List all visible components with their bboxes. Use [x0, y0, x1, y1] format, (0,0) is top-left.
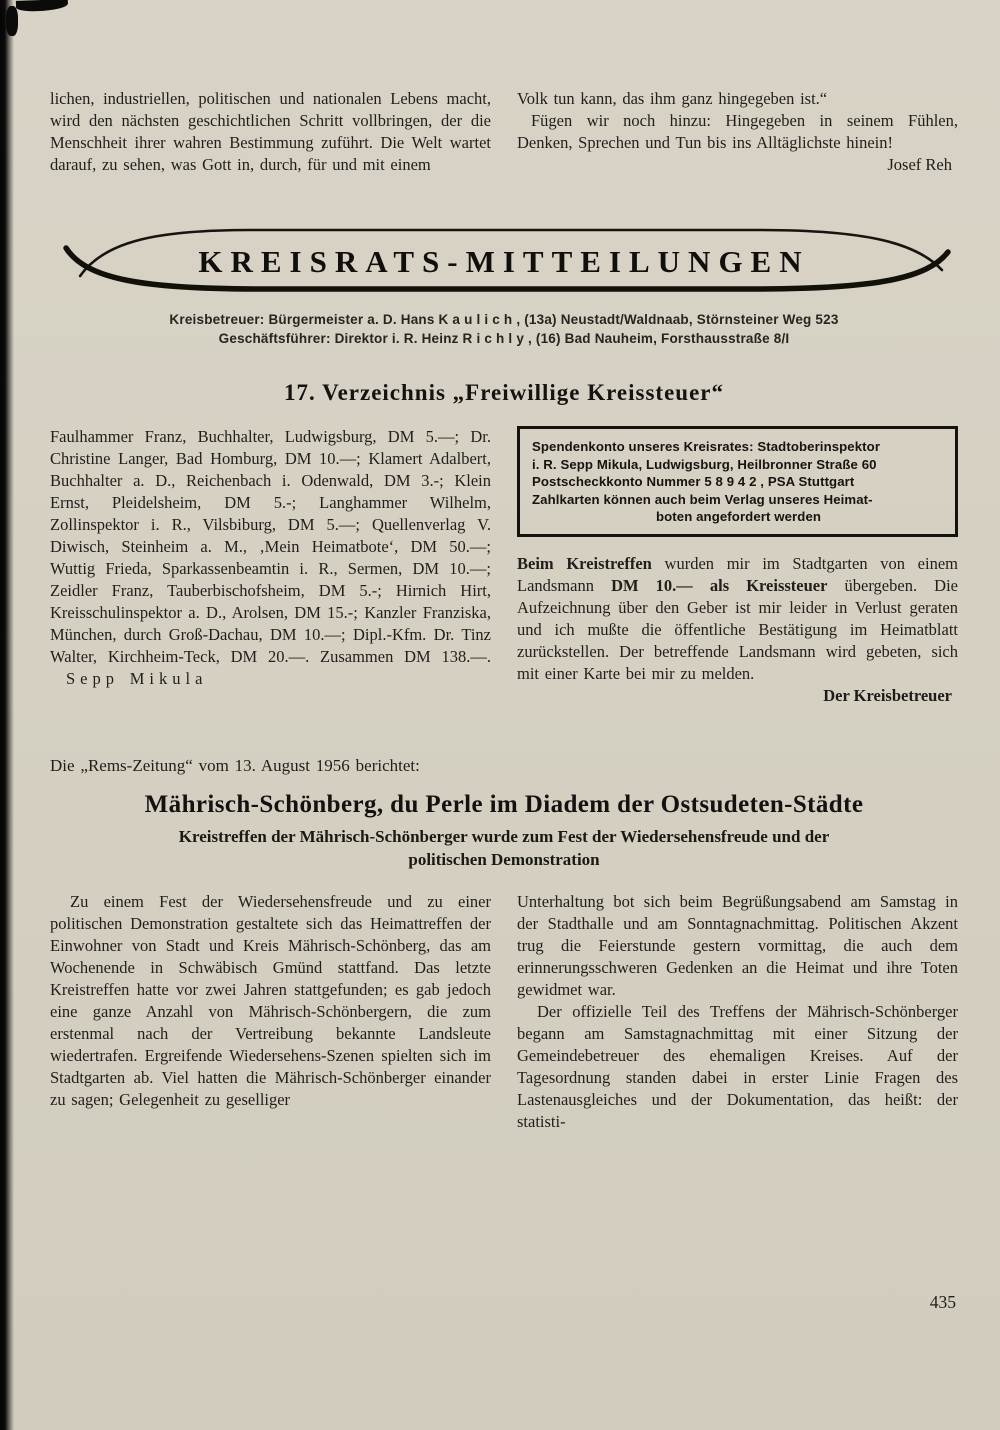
article-headline: Mährisch-Schönberg, du Perle im Diadem der Ostsudeten-Städte	[144, 790, 864, 818]
intro-left-paragraph: lichen, industriellen, politischen und nationalen Lebens macht, wird den nächsten geschichtlichen Schritt vollbringen, der die Menschheit ihrer wahren Bestimmung zuführt. Die Welt wartet darauf, zu sehen, was Gott in, durch, für und mit einem	[50, 89, 491, 174]
account-box-line: Spendenkonto unseres Kreisrates: Stadtoberinspektor	[532, 439, 881, 454]
scan-edge-shadow	[0, 0, 14, 1430]
intro-author-signature: Josef Reh	[887, 155, 952, 174]
tax-section	[50, 426, 958, 707]
article-subheadline: Kreistreffen der Mährisch-Schönberger wurde zum Fest der Wiedersehensfreude und der politischen Demonstration	[178, 826, 830, 869]
intro-left-column	[50, 88, 491, 176]
account-box-line: Zahlkarten können auch beim Verlag unseres Heimat-	[532, 491, 873, 507]
masthead-line-kreisbetreuer: Kreisbetreuer: Bürgermeister a. D. Hans K a u l i c h , (13a) Neustadt/Waldnaab, Störnsteiner Weg 523	[169, 312, 839, 327]
note-bold-lead: Beim Kreistreffen	[517, 553, 652, 573]
kreisrats-banner	[50, 220, 958, 298]
donor-list-signature: Sepp Mikula	[66, 669, 208, 688]
donation-account-box	[517, 426, 958, 537]
donor-list-paragraph	[50, 426, 491, 690]
kreissteuer-note-paragraph	[517, 553, 958, 685]
intro-right-paragraph-2: Fügen wir noch hinzu: Hingegeben in seinem Fühlen, Denken, Sprechen und Tun bis ins Alltäglichste hinein!	[517, 111, 958, 152]
note-signature: Der Kreisbetreuer	[823, 685, 952, 705]
article-left-column	[50, 891, 491, 1133]
scan-corner-mark	[6, 6, 18, 36]
account-box-line: boten angefordert werden	[655, 509, 822, 524]
banner-title: KREISRATS-MITTEILUNGEN	[198, 244, 810, 279]
masthead-line-geschaeftsfuehrer: Geschäftsführer: Direktor i. R. Heinz R i c h l y , (16) Bad Nauheim, Forsthausstraße 8/I	[218, 331, 790, 346]
article-left-paragraph: Zu einem Fest der Wiedersehensfreude und zu einer politischen Demonstration gestaltete sich das Heimattreffen der Einwohner von Stadt und Kreis Mährisch-Schönberg, das am Wochenende in Schwäbisch Gmünd stattfand. Das letzte Kreistreffen hatte vor zwei Jahren stattgefunden; es gab jedoch eine ganze Anzahl von Mährisch-Schönbergern, die zum erstenmal nach der Vertreibung bekannte Landsleute wiedertrafen. Ergreifende Wiedersehens-Szenen spielten sich im Stadtgarten ab. Viel hatten die Mährisch-Schönberger einander zu sagen; Gelegenheit zu geselliger	[50, 891, 491, 1109]
note-text-1: wurden mir im Stadtgarten von einem Landsmann	[517, 553, 958, 595]
masthead	[50, 310, 958, 348]
intro-section	[50, 88, 958, 176]
account-box-line: i. R. Sepp Mikula, Ludwigsburg, Heilbronner Straße 60	[532, 456, 877, 472]
account-box-line: Postscheckkonto Nummer 5 8 9 4 2 , PSA Stuttgart	[532, 474, 855, 489]
donor-list-column	[50, 426, 491, 707]
note-bold-amount: DM 10.— als Kreissteuer	[611, 575, 828, 595]
article-source-line: Die „Rems-Zeitung“ vom 13. August 1956 berichtet:	[50, 755, 420, 775]
tax-section-heading: 17. Verzeichnis „Freiwillige Kreissteuer“	[283, 380, 725, 405]
article-right-paragraph-2: Der offizielle Teil des Treffens der Mährisch-Schönberger begann am Samstagnachmittag mit einer Sitzung der Gemeindebetreuer des ehemaligen Kreises. Auf der Tagesordnung standen dabei in erster Linie Fragen des Lastenausgleiches und der Dokumentation, das heißt: der statisti-	[517, 1001, 958, 1131]
article-body	[50, 891, 958, 1133]
page-number: 435	[929, 1292, 956, 1312]
note-text-2: übergeben. Die Aufzeichnung über den Geber ist mir leider in Verlust geraten und ich mußte die öffentliche Bestätigung im Heimatblatt zurückstellen. Der betreffende Landsmann wird gebeten, sich mit einer Karte bei mir zu melden.	[517, 575, 958, 683]
article-right-column	[517, 891, 958, 1133]
donor-list-text: Faulhammer Franz, Buchhalter, Ludwigsburg, DM 5.—; Dr. Christine Langer, Bad Homburg, DM 10.—; Klamert Adalbert, Buchhalter a. D., Reichenbach i. Odenwald, DM 3.-; Klein Ernst, Pleidelsheim, DM 5.-; Langhammer Wilhelm, Zollinspektor i. R., Vilsbiburg, DM 5.—; Quellenverlag V. Diwisch, Steinheim a. M., ‚Mein Heimatbote‘, DM 50.—; Wuttig Frieda, Sparkassenbeamtin i. R., Sermen, DM 10.—; Zeidler Franz, Tauberbischofsheim, DM 5.-; Hirnich Hirt, Kreisschulinspektor a. D., Arolsen, DM 15.-; Kanzler Franziska, München, durch Groß-Dachau, DM 10.—; Dipl.-Kfm. Dr. Tinz Walter, Kirchheim-Teck, DM 20.—. Zusammen DM 138.—.	[50, 427, 491, 666]
intro-right-paragraph-1: Volk tun kann, das ihm ganz hingegeben ist.“	[517, 89, 828, 108]
account-column	[517, 426, 958, 707]
article-right-paragraph-1: Unterhaltung bot sich beim Begrüßungsabend am Samstag in der Stadthalle und am Sonntagnachmittag. Politischen Akzent trug die Feierstunde gestern vormittag, die auch dem erinnerungsschweren Gedenken an die Heimat und ihre Toten gewidmet war.	[517, 891, 958, 999]
page-content	[50, 0, 958, 1133]
intro-right-column	[517, 88, 958, 176]
